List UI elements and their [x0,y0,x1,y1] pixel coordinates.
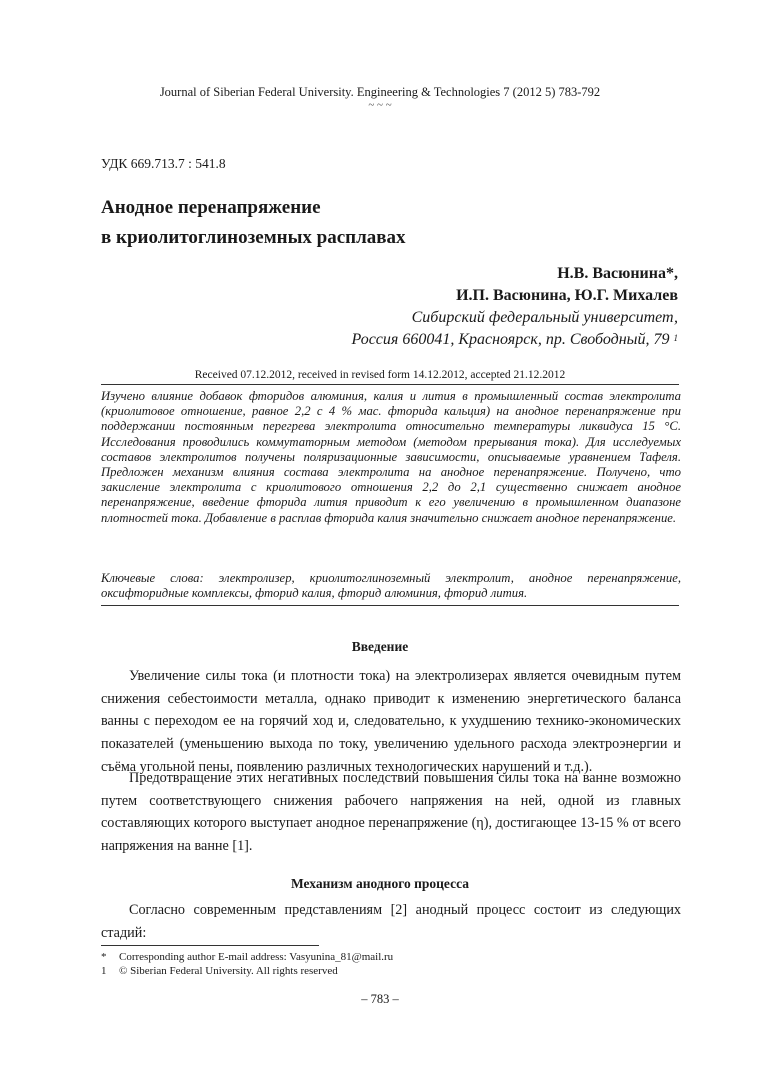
footnote-copyright [101,965,338,978]
paragraph-text: Увеличение силы тока (и плотности тока) на электролизерах является очевидным путем снижения себестоимости металла, однако приводит к изменению энергетического баланса ванны с переходом ее на горячий ход и, следовательно, к ухудшению технико-экономических показателей (уменьшению выхода по току, увеличению удельного расхода электроэнергии и съёма угольной пены, появлению различных технологических нарушений и т.д.). [101,668,681,775]
footnote-text: © Siberian Federal University. All rights reserved [119,965,338,977]
page-number: – 783 – [361,992,399,1006]
affiliation: Сибирский федеральный университет, [411,309,678,326]
article-title [101,193,406,253]
footnote-text: Corresponding author E-mail address: Vasyunina_81@mail.ru [119,951,394,963]
paragraph-text: Предотвращение этих негативных последствий повышения силы тока на ванне возможно путем соответствующего снижения рабочего напряжения на ней, одной из главных составляющих которого выступает анодное перенапряжение (η), достигающее 13-15 % от всего напряжения на ванне [1]. [101,770,681,855]
section-heading-intro: Введение [351,639,409,654]
address-footnote-mark: 1 [673,333,678,343]
footnote-mark: * [101,951,107,963]
udk-code: УДК 669.713.7 : 541.8 [101,156,226,171]
title-line-1: Анодное перенапряжение [101,197,321,218]
address: Россия 660041, Красноярск, пр. Свободный, 79 [351,331,670,348]
address-line [352,329,679,351]
author-line-1: Н.В. Васюнина*, [557,265,678,282]
author-line-2: И.П. Васюнина, Ю.Г. Михалев [456,287,678,304]
mechanism-paragraph-1 [101,899,681,944]
keywords: Ключевые слова: электролизер, криолитоглиноземный электролит, анодное перенапряжение, оксифторидные комплексы, фторид калия, фторид алюминия, фторид лития. [101,571,681,601]
abstract [101,389,681,526]
paragraph-text: Согласно современным представлениям [2] анодный процесс состоит из следующих стадий: [101,902,681,941]
title-line-2: в криолитоглиноземных расплавах [101,227,406,248]
intro-paragraph-1 [101,665,681,779]
received-dates: Received 07.12.2012, received in revised form 14.12.2012, accepted 21.12.2012 [194,369,566,381]
author-block [352,263,679,351]
footnote-mark: 1 [101,965,107,977]
intro-paragraph-2 [101,767,681,858]
abstract-text: Изучено влияние добавок фторидов алюминия, калия и лития в промышленный состав электролита (криолитовое отношение, равное 2,2 с 4 % мас. фторида кальция) на анодное перенапряжение при поддержании постоянным перегрева электролита относительно температуры ликвидуса 15 °С. Исследования проводились коммутаторным методом (методом прерывания тока). Для исследуемых составов электролитов получены поляризационные зависимости, описываемые уравнением Тафеля. Предложен механизм влияния состава электролита на анодное перенапряжение. Получено, что закисление электролита с криолитового отношения 2,2 до 2,1 существенно снижает анодное перенапряжение, введение фторида лития приводит к его увеличению в промышленном диапазоне плотностей тока. Добавление в расплав фторида калия значительно снижает анодное перенапряжение. [101,389,681,525]
section-heading-mechanism: Механизм анодного процесса [290,876,469,891]
footnote-separator [101,945,319,946]
journal-header: Journal of Siberian Federal University. Engineering & Technologies 7 (2012 5) 783-792 [159,85,601,99]
header-ornament: ~ ~ ~ [368,99,392,111]
footnote-corresponding-author [101,951,393,964]
